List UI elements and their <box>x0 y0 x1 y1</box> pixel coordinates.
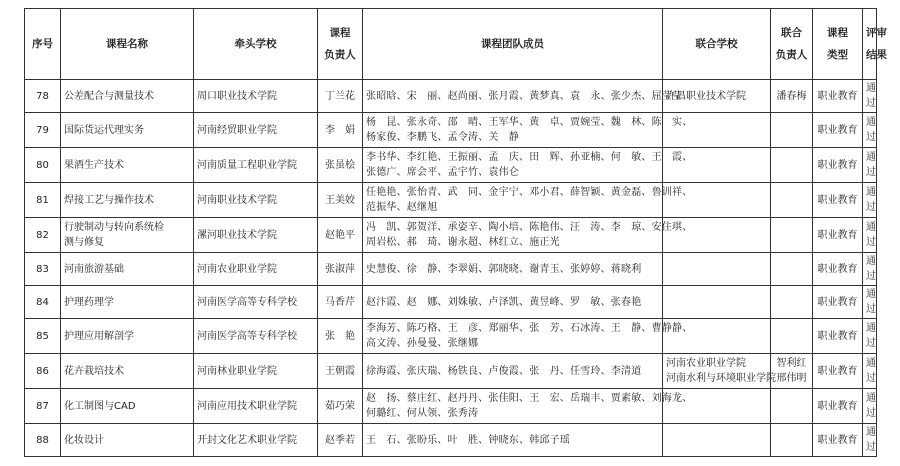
leader-cell: 赵季若 <box>318 424 363 457</box>
lead-school-cell: 河南医学高等专科学校 <box>194 319 318 354</box>
header-union-school: 联合学校 <box>663 9 771 80</box>
leader-cell: 丁兰花 <box>318 80 363 113</box>
team-members-cell <box>363 80 683 113</box>
header-seq: 序号 <box>25 9 61 80</box>
seq-cell: 87 <box>25 389 61 424</box>
table-row <box>25 80 877 113</box>
team-members-cell <box>363 389 693 424</box>
course-approval-table <box>24 8 887 457</box>
union-leader-cell <box>771 218 813 253</box>
seq-cell: 82 <box>25 218 61 253</box>
lead-school-cell: 河南质量工程职业学院 <box>194 148 318 183</box>
lead-school-cell: 河南农业职业学院 <box>194 253 318 286</box>
lead-school-cell: 漯河职业技术学院 <box>194 218 318 253</box>
team-members-cell <box>363 218 693 253</box>
course-name-cell <box>61 424 194 457</box>
union-leader-cell <box>771 148 813 183</box>
course-name-line: 测与修复 <box>64 237 104 248</box>
review-result-cell: 通过 <box>863 113 877 148</box>
team-members-line: 李海芳、陈巧格、王 彦、郑丽华、张 芳、石冰涛、王 静、曹静静、 <box>366 323 693 334</box>
seq-cell: 83 <box>25 253 61 286</box>
team-members-line: 史慧俊、徐 静、李翠娟、郭晓晓、谢青玉、张婷婷、蒋晓利 <box>366 263 642 275</box>
union-leader-cell <box>771 286 813 319</box>
union-school-cell <box>663 80 771 113</box>
lead-school-cell: 河南林业职业学院 <box>194 354 318 389</box>
team-members-cell <box>363 183 693 218</box>
team-members-line: 杨 昆、张永奇、邵 晴、王军华、黄 卓、贾婉莹、魏 林、陈 实、 <box>366 117 693 128</box>
team-members-cell <box>363 319 693 354</box>
team-members-cell <box>363 113 693 148</box>
course-name-cell <box>61 183 194 218</box>
table-row <box>25 424 877 457</box>
course-name-line: 护理药理学 <box>64 296 114 308</box>
lead-school-cell: 河南职业技术学院 <box>194 183 318 218</box>
team-members-line: 徐海霞、张庆瑞、杨铁良、卢俊霞、张 丹、任雪玲、李清道 <box>366 365 642 377</box>
union-leader-cell <box>771 424 813 457</box>
team-members-line: 杨家俊、李鹏飞、孟令涛、关 静 <box>366 132 519 143</box>
team-members-line: 周岩松、郝 琦、谢永超、林红立、施正光 <box>366 237 560 248</box>
team-members-line: 赵汴霞、赵 娜、刘姝敏、卢泽凯、黄昱峰、罗 敏、张春艳 <box>366 296 642 308</box>
union-leader-cell <box>771 113 813 148</box>
team-members-line: 高文涛、孙曼曼、张继娜 <box>366 338 479 349</box>
table-row <box>25 113 877 148</box>
course-name-line: 花卉栽培技术 <box>64 365 124 377</box>
team-members-line: 赵 扬、蔡庄红、赵丹丹、张佳阳、王 宏、岳瑞丰、贾素敏、刘海龙、 <box>366 393 693 404</box>
union-school-cell <box>663 354 776 389</box>
course-name-cell <box>61 253 194 286</box>
header-leader <box>318 9 363 80</box>
course-type-cell: 职业教育 <box>813 148 863 183</box>
course-name-line: 国际货运代理实务 <box>64 124 144 136</box>
course-name-cell <box>61 319 194 354</box>
seq-cell: 80 <box>25 148 61 183</box>
course-name-line: 化妆设计 <box>64 434 104 446</box>
lead-school-cell: 周口职业技术学院 <box>194 80 318 113</box>
team-members-line: 范振华、赵继旭 <box>366 202 438 213</box>
team-members-cell <box>363 148 693 183</box>
team-members-cell <box>363 354 663 389</box>
review-result-cell: 通过 <box>863 183 877 218</box>
union-school-cell <box>663 424 771 457</box>
course-name-line: 果酒生产技术 <box>64 159 124 171</box>
course-name-line: 化工制图与CAD <box>64 400 136 412</box>
leader-cell: 马香芹 <box>318 286 363 319</box>
union-leader-cell <box>771 354 813 389</box>
union-leader-line: 邢伟明 <box>776 373 807 384</box>
lead-school-cell: 河南经贸职业学院 <box>194 113 318 148</box>
review-result-cell: 通过 <box>863 148 877 183</box>
course-name-line: 焊接工艺与操作技术 <box>64 194 154 206</box>
header-union-leader <box>771 9 813 80</box>
course-type-cell: 职业教育 <box>813 113 863 148</box>
seq-cell: 88 <box>25 424 61 457</box>
leader-cell: 张 艳 <box>318 319 363 354</box>
union-leader-cell <box>771 389 813 424</box>
review-result-cell: 通过 <box>863 253 877 286</box>
union-leader-cell <box>771 80 813 113</box>
union-leader-cell <box>771 319 813 354</box>
header-result-line1: 评审 <box>866 27 887 39</box>
union-school-line: 许昌职业技术学院 <box>666 90 746 102</box>
table-row <box>25 183 877 218</box>
table-header-row <box>25 9 877 80</box>
course-name-line: 护理应用解剖学 <box>64 330 134 342</box>
course-type-cell: 职业教育 <box>813 286 863 319</box>
course-name-cell <box>61 80 194 113</box>
header-type <box>813 9 863 80</box>
table-row <box>25 389 877 424</box>
lead-school-cell: 河南医学高等专科学校 <box>194 286 318 319</box>
header-union-leader-line1: 联合 <box>781 27 802 39</box>
team-members-line: 张昭晗、宋 丽、赵尚丽、张月霞、黄梦真、袁 永、张少杰、屈莹莹 <box>366 90 683 102</box>
header-school: 牵头学校 <box>194 9 318 80</box>
header-union-leader-line2: 负责人 <box>775 49 808 61</box>
header-members: 课程团队成员 <box>363 9 663 80</box>
course-type-cell: 职业教育 <box>813 389 863 424</box>
review-result-cell: 通过 <box>863 354 877 389</box>
table-row <box>25 354 877 389</box>
leader-cell: 李 娟 <box>318 113 363 148</box>
table-body <box>25 80 877 457</box>
seq-cell: 84 <box>25 286 61 319</box>
team-members-line: 王 石、张盼乐、叶 胜、钟晓东、韩邱子瑶 <box>366 434 570 446</box>
seq-cell: 85 <box>25 319 61 354</box>
leader-cell: 茹巧荣 <box>318 389 363 424</box>
course-type-cell: 职业教育 <box>813 218 863 253</box>
course-type-cell: 职业教育 <box>813 183 863 218</box>
review-result-cell: 通过 <box>863 319 877 354</box>
team-members-line: 任艳艳、张怡青、武 同、金宇宁、邓小君、薛智颖、黄金磊、鲁训祥、 <box>366 187 693 198</box>
review-result-cell: 通过 <box>863 424 877 457</box>
table-row <box>25 319 877 354</box>
union-leader-cell <box>771 183 813 218</box>
union-school-line: 河南农业职业学院 <box>666 358 746 369</box>
leader-cell: 王美姣 <box>318 183 363 218</box>
union-school-line: 河南水利与环境职业学院 <box>666 373 776 384</box>
review-result-cell: 通过 <box>863 80 877 113</box>
course-type-cell: 职业教育 <box>813 253 863 286</box>
course-type-cell: 职业教育 <box>813 424 863 457</box>
course-name-line: 行驶制动与转向系统检 <box>64 222 164 233</box>
leader-cell: 张淑萍 <box>318 253 363 286</box>
review-result-cell: 通过 <box>863 389 877 424</box>
lead-school-cell: 河南应用技术职业学院 <box>194 389 318 424</box>
header-leader-line2: 负责人 <box>324 49 356 61</box>
course-name-cell <box>61 286 194 319</box>
course-type-cell: 职业教育 <box>813 354 863 389</box>
course-name-cell <box>61 354 194 389</box>
union-leader-line: 智利红 <box>776 358 807 369</box>
course-type-cell: 职业教育 <box>813 80 863 113</box>
table-row <box>25 218 877 253</box>
union-leader-cell <box>771 253 813 286</box>
course-name-cell <box>61 218 194 253</box>
course-name-cell <box>61 389 194 424</box>
course-name-line: 河南旅游基础 <box>64 263 124 275</box>
header-leader-line1: 课程 <box>329 27 351 39</box>
leader-cell: 王朝霞 <box>318 354 363 389</box>
leader-cell: 赵艳平 <box>318 218 363 253</box>
union-school-cell <box>663 286 771 319</box>
lead-school-cell: 开封文化艺术职业学院 <box>194 424 318 457</box>
table-row <box>25 253 877 286</box>
seq-cell: 81 <box>25 183 61 218</box>
team-members-line: 何璐红、何从领、张秀涛 <box>366 408 479 419</box>
seq-cell: 78 <box>25 80 61 113</box>
course-type-cell: 职业教育 <box>813 319 863 354</box>
team-members-cell <box>363 424 663 457</box>
header-result <box>863 9 887 80</box>
header-type-line1: 课程 <box>827 27 848 39</box>
table-row <box>25 148 877 183</box>
seq-cell: 86 <box>25 354 61 389</box>
header-result-line2: 结果 <box>866 49 887 61</box>
union-leader-line: 潘春梅 <box>776 90 807 102</box>
team-members-line: 张德广、席会平、孟宇竹、袁伟仑 <box>366 167 519 178</box>
table-row <box>25 286 877 319</box>
header-course: 课程名称 <box>61 9 194 80</box>
team-members-cell <box>363 286 663 319</box>
header-type-line2: 类型 <box>827 49 848 61</box>
team-members-line: 李书华、李红艳、王振丽、孟 庆、田 辉、孙亚楠、何 敏、王 霞、 <box>366 152 693 163</box>
team-members-line: 冯 凯、郭贺洋、承姿辛、陶小培、陈艳伟、汪 涛、李 琼、安住琪、 <box>366 222 693 233</box>
team-members-cell <box>363 253 663 286</box>
course-name-line: 公差配合与测量技术 <box>64 90 154 102</box>
course-name-cell <box>61 113 194 148</box>
union-school-cell <box>663 253 771 286</box>
review-result-cell: 通过 <box>863 218 877 253</box>
course-name-cell <box>61 148 194 183</box>
review-result-cell: 通过 <box>863 286 877 319</box>
seq-cell: 79 <box>25 113 61 148</box>
leader-cell: 张虽桧 <box>318 148 363 183</box>
